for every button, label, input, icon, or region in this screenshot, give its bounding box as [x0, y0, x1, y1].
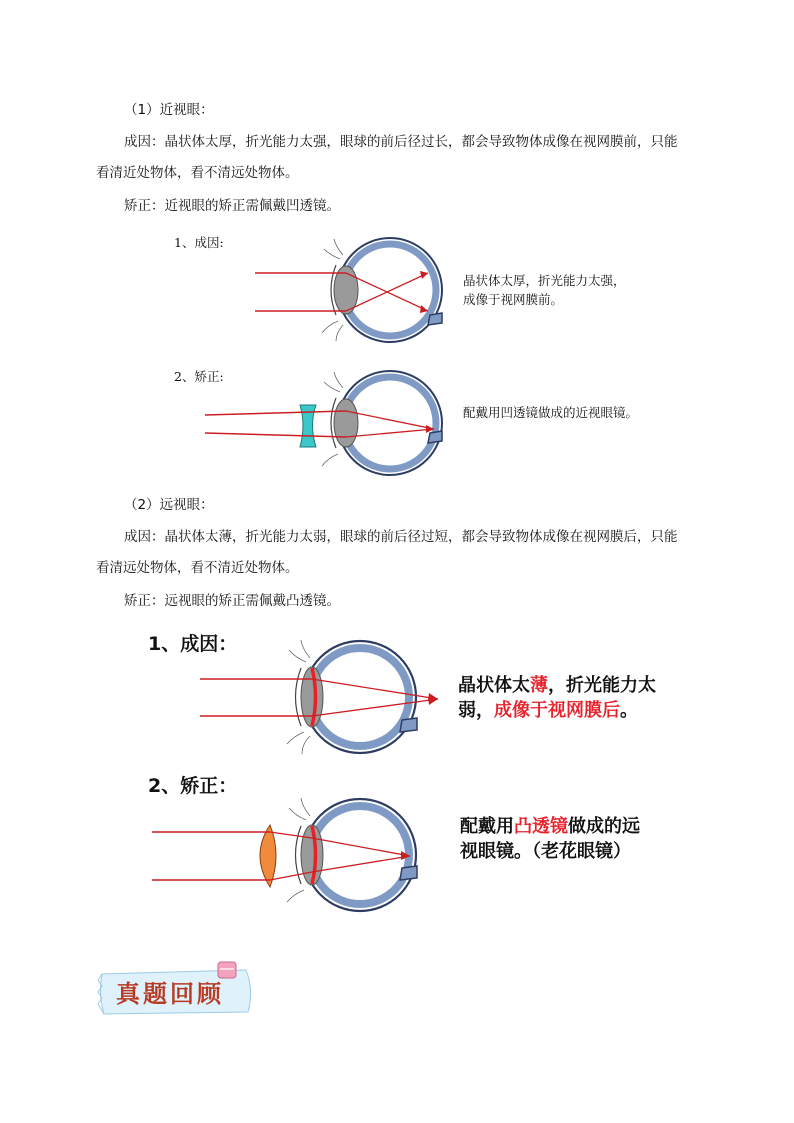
hyperopia-caption-cause-d: 弱，	[458, 700, 494, 721]
hyperopia-label-cause: 1、成因：	[148, 633, 238, 655]
myopia-heading: （1）近视眼：	[124, 102, 214, 118]
hyperopia-caption-cause-a: 晶状体太	[458, 675, 530, 696]
myopia-cause-line1: 成因：晶状体太厚，折光能力太强，眼球的前后径过长，都会导致物体成像在视网膜前，只能	[124, 134, 678, 150]
hyperopia-cause-line1: 成因：晶状体太薄，折光能力太弱，眼球的前后径过短，都会导致物体成像在视网膜后，只能	[124, 529, 678, 545]
hyperopia-figure	[140, 622, 720, 922]
hyperopia-caption-cause-c: ，折光能力太	[548, 675, 656, 696]
svg-text:配戴用凸透镜做成的远	[460, 815, 640, 837]
hyperopia-caption-correction-a: 配戴用	[460, 816, 514, 837]
hyperopia-caption-correction-d: 视眼镜。（老花眼镜）	[460, 841, 631, 862]
myopia-caption-correction: 配戴用凹透镜做成的近视眼镜。	[463, 405, 639, 420]
svg-text:晶状体太薄，折光能力太	[458, 674, 656, 696]
clip-icon	[218, 962, 236, 978]
hyperopia-correction: 矫正：远视眼的矫正需佩戴凸透镜。	[124, 593, 340, 609]
hyperopia-heading: （2）远视眼：	[124, 497, 214, 513]
hyperopia-caption-correction-b: 凸透镜	[514, 816, 568, 837]
banner-title: 真题回顾	[116, 979, 224, 1008]
myopia-label-correction: 2、矫正:	[174, 369, 224, 384]
myopia-caption-cause-line1: 晶状体太厚，折光能力太强，	[463, 273, 626, 288]
hyperopia-cause-line2: 看清远处物体，看不清近处物体。	[96, 560, 299, 576]
myopia-correction: 矫正：近视眼的矫正需佩戴凹透镜。	[124, 198, 340, 214]
hyperopia-caption-cause-b: 薄	[530, 675, 548, 696]
myopia-caption-cause-line2: 成像于视网膜前。	[463, 292, 564, 307]
myopia-eye-diagram-cause	[255, 238, 442, 342]
hyperopia-caption-correction-c: 做成的远	[568, 816, 640, 837]
hyperopia-caption-cause-f: 。	[620, 700, 638, 721]
myopia-cause-line2: 看清近处物体，看不清远处物体。	[96, 165, 299, 181]
hyperopia-eye-diagram-cause	[200, 640, 438, 754]
svg-text:弱，成像于视网膜后。	[458, 699, 638, 721]
convex-lens	[260, 825, 276, 887]
hyperopia-label-correction: 2、矫正：	[148, 775, 238, 797]
myopia-eye-diagram-correction	[205, 371, 442, 475]
myopia-label-cause: 1、成因:	[174, 235, 224, 250]
hyperopia-caption-cause-e: 成像于视网膜后	[494, 700, 620, 721]
review-banner	[96, 960, 261, 1020]
myopia-figure	[160, 225, 680, 485]
hyperopia-eye-diagram-correction	[152, 798, 417, 911]
